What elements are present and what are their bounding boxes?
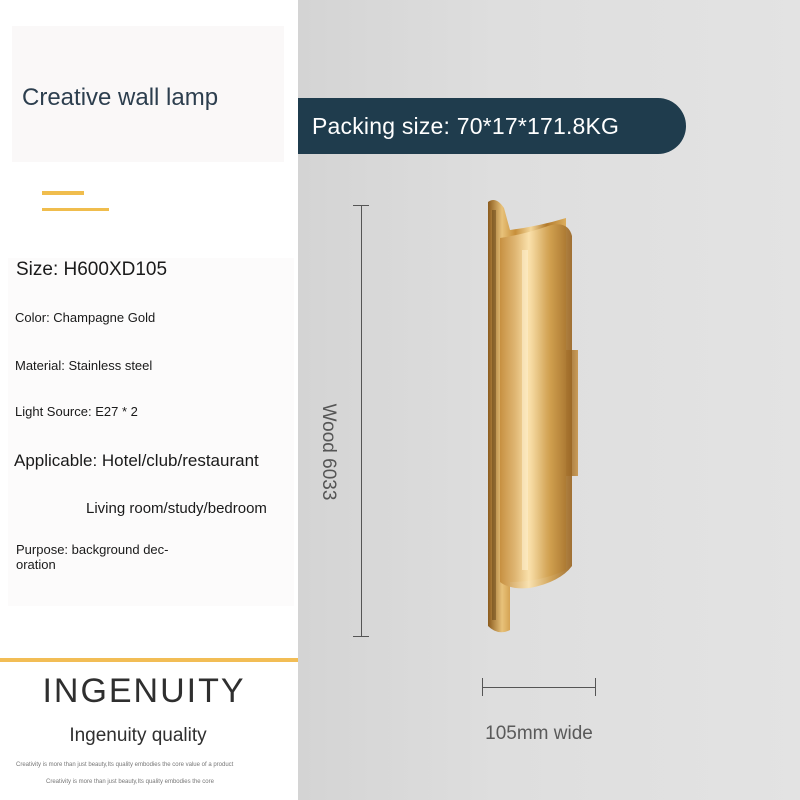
spec-panel <box>0 0 298 800</box>
width-dimension-line <box>482 687 596 688</box>
accent-line-short <box>42 191 84 195</box>
section-divider <box>0 658 298 662</box>
spec-applicable-more: Living room/study/bedroom <box>86 500 267 517</box>
packing-size-banner <box>298 98 686 154</box>
brand-name: INGENUITY <box>42 672 246 710</box>
height-label: Wood 6033 <box>318 403 339 501</box>
width-dimension-right-cap <box>595 678 596 696</box>
accent-line-long <box>42 208 109 211</box>
spec-size: Size: H600XD105 <box>16 259 168 280</box>
spec-applicable: Applicable: Hotel/club/restaurant <box>14 451 259 470</box>
spec-material: Material: Stainless steel <box>15 358 153 373</box>
spec-light-source: Light Source: E27 * 2 <box>15 404 138 419</box>
fine-print-1: Creativity is more than just beauty,Its quality embodies the core value of a product <box>16 762 234 768</box>
packing-size-text: Packing size: 70*17*171.8KG <box>312 112 620 139</box>
width-label: 105mm wide <box>485 723 593 744</box>
spec-color: Color: Champagne Gold <box>15 310 156 325</box>
height-dimension-bottom-cap <box>353 636 369 637</box>
height-dimension-top-cap <box>353 205 369 206</box>
spec-purpose: Purpose: background dec-oration <box>16 542 169 572</box>
brand-tagline: Ingenuity quality <box>69 725 207 746</box>
fine-print-2: Creativity is more than just beauty,Its quality embodies the core <box>46 779 214 785</box>
gold-wall-lamp-image <box>470 190 590 650</box>
height-dimension-line <box>361 205 362 637</box>
product-title: Creative wall lamp <box>22 84 219 111</box>
width-dimension-left-cap <box>482 678 483 696</box>
